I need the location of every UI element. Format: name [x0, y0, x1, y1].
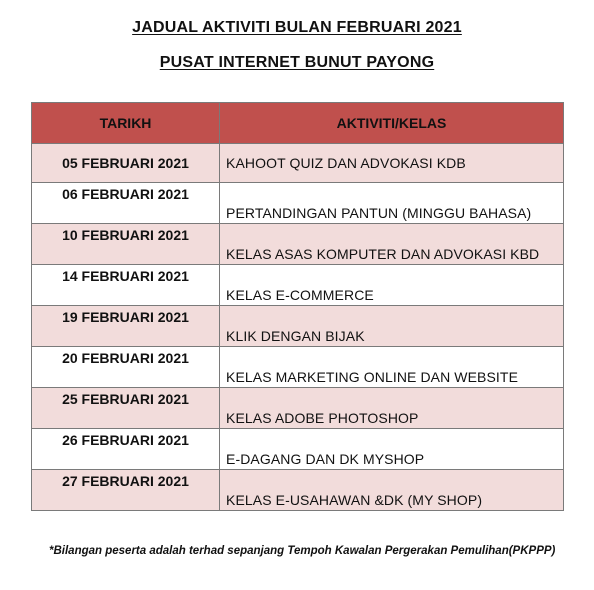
row-activity: KELAS MARKETING ONLINE DAN WEBSITE [220, 347, 564, 388]
document-title: JADUAL AKTIVITI BULAN FEBRUARI 2021 [132, 19, 462, 36]
table-row [32, 183, 564, 224]
table-row [32, 265, 564, 306]
row-activity: KLIK DENGAN BIJAK [220, 306, 564, 347]
row-activity: KAHOOT QUIZ DAN ADVOKASI KDB [220, 144, 564, 183]
row-date: 26 FEBRUARI 2021 [32, 429, 220, 470]
row-date: 06 FEBRUARI 2021 [32, 183, 220, 224]
table-row [32, 144, 564, 183]
row-date: 25 FEBRUARI 2021 [32, 388, 220, 429]
row-activity: PERTANDINGAN PANTUN (MINGGU BAHASA) [220, 183, 564, 224]
row-date: 20 FEBRUARI 2021 [32, 347, 220, 388]
row-activity: E-DAGANG DAN DK MYSHOP [220, 429, 564, 470]
column-header-activity: AKTIVITI/KELAS [220, 103, 564, 144]
row-date: 19 FEBRUARI 2021 [32, 306, 220, 347]
row-activity: KELAS E-COMMERCE [220, 265, 564, 306]
row-date: 05 FEBRUARI 2021 [32, 144, 220, 183]
row-date: 27 FEBRUARI 2021 [32, 470, 220, 511]
row-date: 14 FEBRUARI 2021 [32, 265, 220, 306]
activity-schedule-table [31, 102, 564, 511]
column-header-date: TARIKH [32, 103, 220, 144]
row-activity: KELAS E-USAHAWAN &DK (MY SHOP) [220, 470, 564, 511]
table-row [32, 429, 564, 470]
footnote: *Bilangan peserta adalah terhad sepanjang Tempoh Kawalan Pergerakan Pemulihan(PKPPP) [49, 545, 556, 557]
table-header-row [32, 103, 564, 144]
table-row [32, 388, 564, 429]
document-subtitle: PUSAT INTERNET BUNUT PAYONG [159, 54, 435, 71]
table-row [32, 306, 564, 347]
table-row [32, 470, 564, 511]
row-activity: KELAS ADOBE PHOTOSHOP [220, 388, 564, 429]
row-date: 10 FEBRUARI 2021 [32, 224, 220, 265]
table-row [32, 347, 564, 388]
row-activity: KELAS ASAS KOMPUTER DAN ADVOKASI KBD [220, 224, 564, 265]
table-row [32, 224, 564, 265]
